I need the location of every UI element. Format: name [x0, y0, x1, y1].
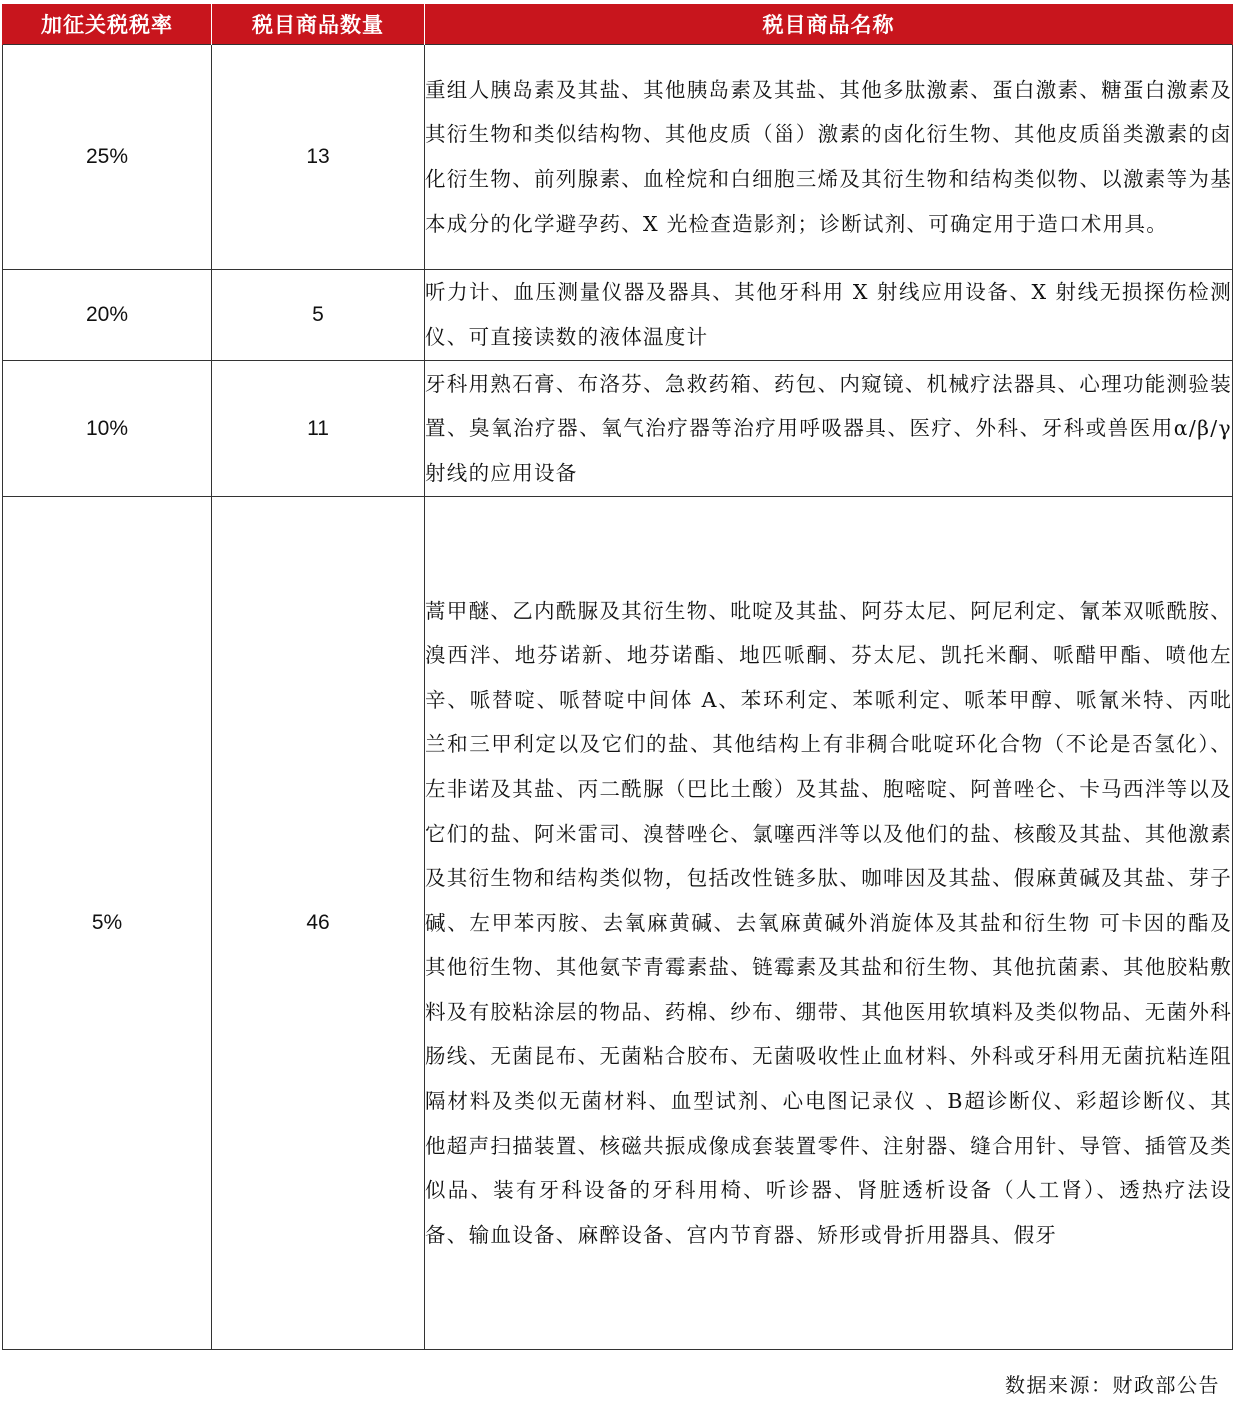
names-cell: 听力计、血压测量仪器及器具、其他牙科用 X 射线应用设备、X 射线无损探伤检测仪、可直接读数的液体温度计 [425, 270, 1233, 361]
count-cell: 11 [212, 361, 425, 497]
names-cell: 重组人胰岛素及其盐、其他胰岛素及其盐、其他多肽激素、蛋白激素、糖蛋白激素及其衍生物和类似结构物、其他皮质（甾）激素的卤化衍生物、其他皮质甾类激素的卤化衍生物、前列腺素、血栓烷和白细胞三烯及其衍生物和结构类似物、以激素等为基本成分的化学避孕药、X 光检查造影剂；诊断试剂、可确定用于造口术用具。 [425, 45, 1233, 270]
header-tariff-rate: 加征关税税率 [3, 4, 212, 45]
table-row [3, 497, 1233, 1350]
names-cell: 蒿甲醚、乙内酰脲及其衍生物、吡啶及其盐、阿芬太尼、阿尼利定、氰苯双哌酰胺、溴西泮、地芬诺新、地芬诺酯、地匹哌酮、芬太尼、凯托米酮、哌醋甲酯、喷他左辛、哌替啶、哌替啶中间体 A、苯环利定、苯哌利定、哌苯甲醇、哌氰米特、丙吡兰和三甲利定以及它们的盐、其他结构上有非稠合吡啶环化合物（不论是否氢化）、左非诺及其盐、丙二酰脲（巴比土酸）及其盐、胞嘧啶、阿普唑仑、卡马西泮等以及它们的盐、阿米雷司、溴替唑仑、氯噻西泮等以及他们的盐、核酸及其盐、其他激素及其衍生物和结构类似物，包括改性链多肽、咖啡因及其盐、假麻黄碱及其盐、芽子碱、左甲苯丙胺、去氧麻黄碱、去氧麻黄碱外消旋体及其盐和衍生物 可卡因的酯及其他衍生物、其他氨苄青霉素盐、链霉素及其盐和衍生物、其他抗菌素、其他胶粘敷料及有胶粘涂层的物品、药棉、纱布、绷带、其他医用软填料及类似物品、无菌外科肠线、无菌昆布、无菌粘合胶布、无菌吸收性止血材料、外科或牙科用无菌抗粘连阻隔材料及类似无菌材料、血型试剂、心电图记录仪 、B超诊断仪、彩超诊断仪、其他超声扫描装置、核磁共振成像成套装置零件、注射器、缝合用针、导管、插管及类似品、装有牙科设备的牙科用椅、听诊器、肾脏透析设备（人工肾）、透热疗法设备、输血设备、麻醉设备、宫内节育器、矫形或骨折用器具、假牙 [425, 497, 1233, 1350]
rate-cell: 10% [3, 361, 212, 497]
tariff-table [2, 4, 1233, 1350]
table-row [3, 361, 1233, 497]
data-source-note: 数据来源：财政部公告 [1005, 1373, 1220, 1397]
table-row [3, 270, 1233, 361]
count-cell: 5 [212, 270, 425, 361]
header-item-names: 税目商品名称 [425, 4, 1233, 45]
rate-cell: 25% [3, 45, 212, 270]
count-cell: 46 [212, 497, 425, 1350]
header-row [3, 4, 1233, 45]
header-item-count: 税目商品数量 [212, 4, 425, 45]
count-cell: 13 [212, 45, 425, 270]
table-row [3, 45, 1233, 270]
names-cell: 牙科用熟石膏、布洛芬、急救药箱、药包、内窥镜、机械疗法器具、心理功能测验装置、臭氧治疗器、氧气治疗器等治疗用呼吸器具、医疗、外科、牙科或兽医用α/β/γ射线的应用设备 [425, 361, 1233, 497]
rate-cell: 5% [3, 497, 212, 1350]
rate-cell: 20% [3, 270, 212, 361]
